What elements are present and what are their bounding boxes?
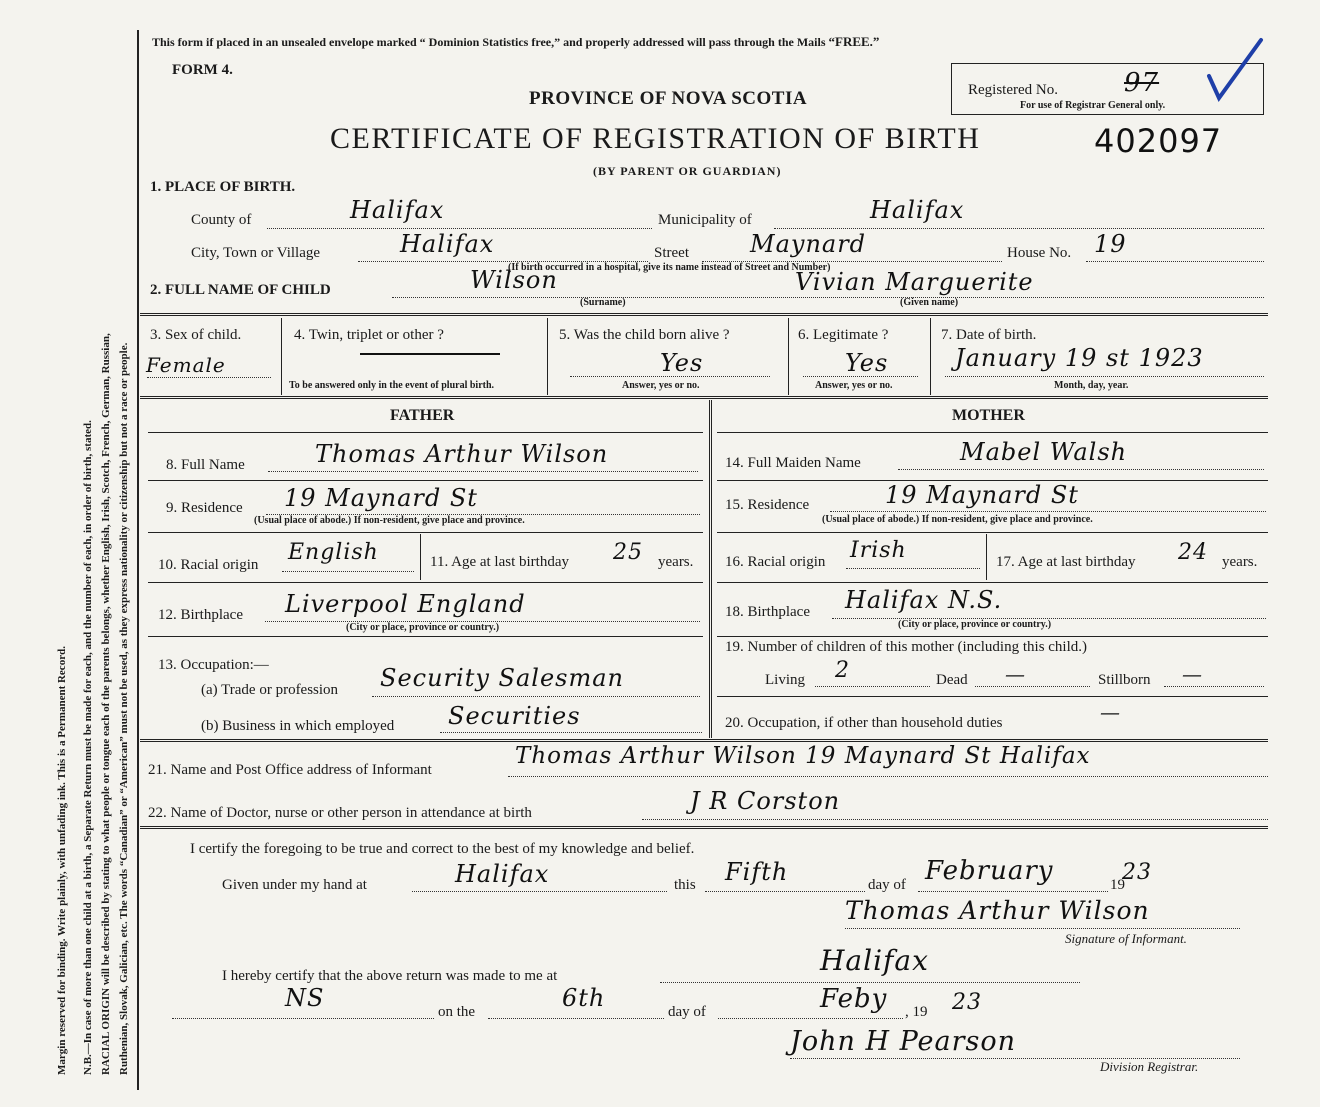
- informant-value: Thomas Arthur Wilson 19 Maynard St Halifax: [515, 743, 1091, 769]
- year-prefix: 19: [1110, 877, 1125, 893]
- sex-value: Female: [146, 353, 226, 377]
- legitimate-note: Answer, yes or no.: [815, 380, 893, 391]
- margin-rule: [137, 30, 139, 1090]
- living-value: 2: [835, 658, 850, 683]
- mail-note: This form if placed in an unsealed envelope marked “ Dominion Statistics free,” and properly addressed will pass through the Mails “FREE.”: [152, 34, 880, 49]
- day-of-label: day of: [868, 877, 906, 893]
- hospital-note: (If birth occurred in a hospital, give its name instead of Street and Number): [508, 262, 831, 273]
- informant-signature: Thomas Arthur Wilson: [845, 896, 1150, 925]
- legitimate-value: Yes: [845, 349, 889, 377]
- mother-racial-value: Irish: [850, 538, 907, 563]
- dob-value: January 19 st 1923: [955, 344, 1204, 372]
- given-under-label: Given under my hand at: [222, 877, 367, 893]
- margin-note-racial-cont: Ruthenian, Slovak, Galician, etc. The words “Canadian” or “American” must not be used, as they express nationality or citizenship but not a race or people.: [118, 342, 130, 1075]
- father-age-value: 25: [613, 540, 643, 565]
- form-number: FORM 4.: [172, 62, 233, 78]
- mother-racial-label: 16. Racial origin: [725, 554, 826, 570]
- mother-heading: MOTHER: [952, 407, 1025, 424]
- child-name-label: 2. FULL NAME OF CHILD: [150, 282, 331, 298]
- father-residence-note: (Usual place of abode.) If non-resident, give place and province.: [254, 515, 525, 526]
- return-day-of-label: day of: [668, 1004, 706, 1020]
- children-count-label: 19. Number of children of this mother (including this child.): [725, 639, 1088, 655]
- street-value: Maynard: [750, 230, 867, 258]
- return-year-value: 23: [952, 990, 982, 1015]
- municipality-value: Halifax: [870, 196, 965, 224]
- province-heading: PROVINCE OF NOVA SCOTIA: [529, 88, 808, 109]
- mother-occupation-value: —: [1100, 700, 1121, 724]
- certificate-title: CERTIFICATE OF REGISTRATION OF BIRTH: [330, 122, 981, 155]
- father-residence-value: 19 Maynard St: [284, 484, 478, 512]
- business-label: (b) Business in which employed: [201, 718, 395, 734]
- street-label: Street: [654, 245, 689, 261]
- dob-label: 7. Date of birth.: [941, 327, 1037, 343]
- day-value: Fifth: [725, 858, 789, 886]
- father-name-value: Thomas Arthur Wilson: [315, 440, 609, 468]
- certificate-subtitle: (BY PARENT OR GUARDIAN): [593, 164, 782, 178]
- mother-residence-label: 15. Residence: [725, 497, 810, 513]
- business-value: Securities: [448, 702, 581, 730]
- father-birthplace-label: 12. Birthplace: [158, 607, 243, 623]
- dead-label: Dead: [936, 672, 968, 688]
- mother-birthplace-value: Halifax N.S.: [845, 586, 1003, 614]
- margin-note-binding: Margin reserved for binding. Write plainly, with unfading ink. This is a Permanent Record.: [56, 646, 68, 1075]
- stillborn-value: —: [1182, 662, 1203, 686]
- father-years-label: years.: [658, 554, 694, 570]
- margin-note-nb: N.B.—In case of more than one child at a birth, a Separate Return must be made for each, and the number of each, in order of birth, stated.: [82, 420, 94, 1075]
- born-alive-value: Yes: [660, 349, 704, 377]
- this-label: this: [674, 877, 696, 893]
- father-birthplace-note: (City or place, province or country.): [346, 622, 500, 633]
- dob-note: Month, day, year.: [1054, 380, 1129, 391]
- registrar-caption: Division Registrar.: [1100, 1059, 1199, 1074]
- house-number-label: House No.: [1007, 245, 1072, 261]
- father-birthplace-value: Liverpool England: [285, 590, 526, 618]
- month-value: February: [925, 856, 1054, 886]
- trade-value: Security Salesman: [380, 664, 624, 692]
- registrar-signature: John H Pearson: [790, 1026, 1017, 1057]
- trade-label: (a) Trade or profession: [201, 682, 339, 698]
- mother-residence-note: (Usual place of abode.) If non-resident, give place and province.: [822, 514, 1093, 525]
- father-age-label: 11. Age at last birthday: [430, 554, 569, 570]
- return-year-prefix: , 19: [905, 1004, 928, 1020]
- mother-birthplace-note: (City or place, province or country.): [898, 619, 1052, 630]
- registered-number: 97: [1124, 68, 1160, 98]
- mother-occupation-label: 20. Occupation, if other than household duties: [725, 715, 1003, 731]
- born-alive-label: 5. Was the child born alive ?: [559, 327, 730, 343]
- registered-label: Registered No.: [968, 82, 1058, 98]
- born-alive-note: Answer, yes or no.: [622, 380, 700, 391]
- twin-label: 4. Twin, triplet or other ?: [294, 327, 444, 343]
- mother-name-label: 14. Full Maiden Name: [725, 455, 861, 471]
- return-month-value: Feby: [820, 984, 888, 1014]
- informant-signature-caption: Signature of Informant.: [1065, 931, 1187, 946]
- child-given-name: Vivian Marguerite: [795, 268, 1034, 296]
- father-residence-label: 9. Residence: [166, 500, 243, 516]
- city-label: City, Town or Village: [191, 245, 321, 261]
- county-value: Halifax: [350, 196, 445, 224]
- checkmark-icon: [1205, 36, 1265, 106]
- house-number-value: 19: [1094, 230, 1127, 258]
- registrar-general-note: For use of Registrar General only.: [1020, 100, 1166, 111]
- return-place-value: Halifax: [820, 944, 929, 977]
- return-prefix-value: NS: [285, 984, 325, 1012]
- return-statement: I hereby certify that the above return was made to me at: [222, 968, 558, 984]
- margin-note-racial: RACIAL ORIGIN will be described by stating to what people or tongue each of the parents belongs, whether English, Irish, Scotch, French, German, Russian,: [100, 333, 112, 1075]
- place-of-birth-heading: 1. PLACE OF BIRTH.: [150, 179, 296, 195]
- doctor-label: 22. Name of Doctor, nurse or other person in attendance at birth: [148, 805, 532, 821]
- stillborn-label: Stillborn: [1098, 672, 1151, 688]
- child-surname: Wilson: [470, 266, 558, 294]
- mother-years-label: years.: [1222, 554, 1258, 570]
- living-label: Living: [765, 672, 805, 688]
- certificate-number: 402097: [1094, 122, 1223, 160]
- mother-age-value: 24: [1178, 540, 1208, 565]
- doctor-value: J R Corston: [690, 787, 841, 815]
- mother-birthplace-label: 18. Birthplace: [725, 604, 810, 620]
- year-value: 23: [1122, 860, 1152, 885]
- municipality-label: Municipality of: [658, 212, 752, 228]
- mother-residence-value: 19 Maynard St: [885, 481, 1079, 509]
- given-name-caption: (Given name): [900, 297, 959, 308]
- return-day-value: 6th: [562, 984, 606, 1012]
- legitimate-label: 6. Legitimate ?: [798, 327, 889, 343]
- county-label: County of: [191, 212, 252, 228]
- twin-note: To be answered only in the event of plural birth.: [289, 380, 495, 391]
- given-place-value: Halifax: [455, 860, 550, 888]
- twin-value-dash: [360, 353, 500, 355]
- on-the-label: on the: [438, 1004, 476, 1020]
- father-heading: FATHER: [390, 407, 455, 424]
- dead-value: —: [1005, 662, 1026, 686]
- father-racial-label: 10. Racial origin: [158, 557, 259, 573]
- sex-label: 3. Sex of child.: [150, 327, 242, 343]
- surname-caption: (Surname): [580, 297, 626, 308]
- city-value: Halifax: [400, 230, 495, 258]
- mother-name-value: Mabel Walsh: [960, 438, 1128, 466]
- father-racial-value: English: [288, 540, 379, 565]
- father-name-label: 8. Full Name: [166, 457, 245, 473]
- mother-age-label: 17. Age at last birthday: [996, 554, 1136, 570]
- certify-statement: I certify the foregoing to be true and correct to the best of my knowledge and belief.: [190, 841, 695, 857]
- father-occupation-label: 13. Occupation:—: [158, 657, 269, 673]
- informant-label: 21. Name and Post Office address of Informant: [148, 762, 432, 778]
